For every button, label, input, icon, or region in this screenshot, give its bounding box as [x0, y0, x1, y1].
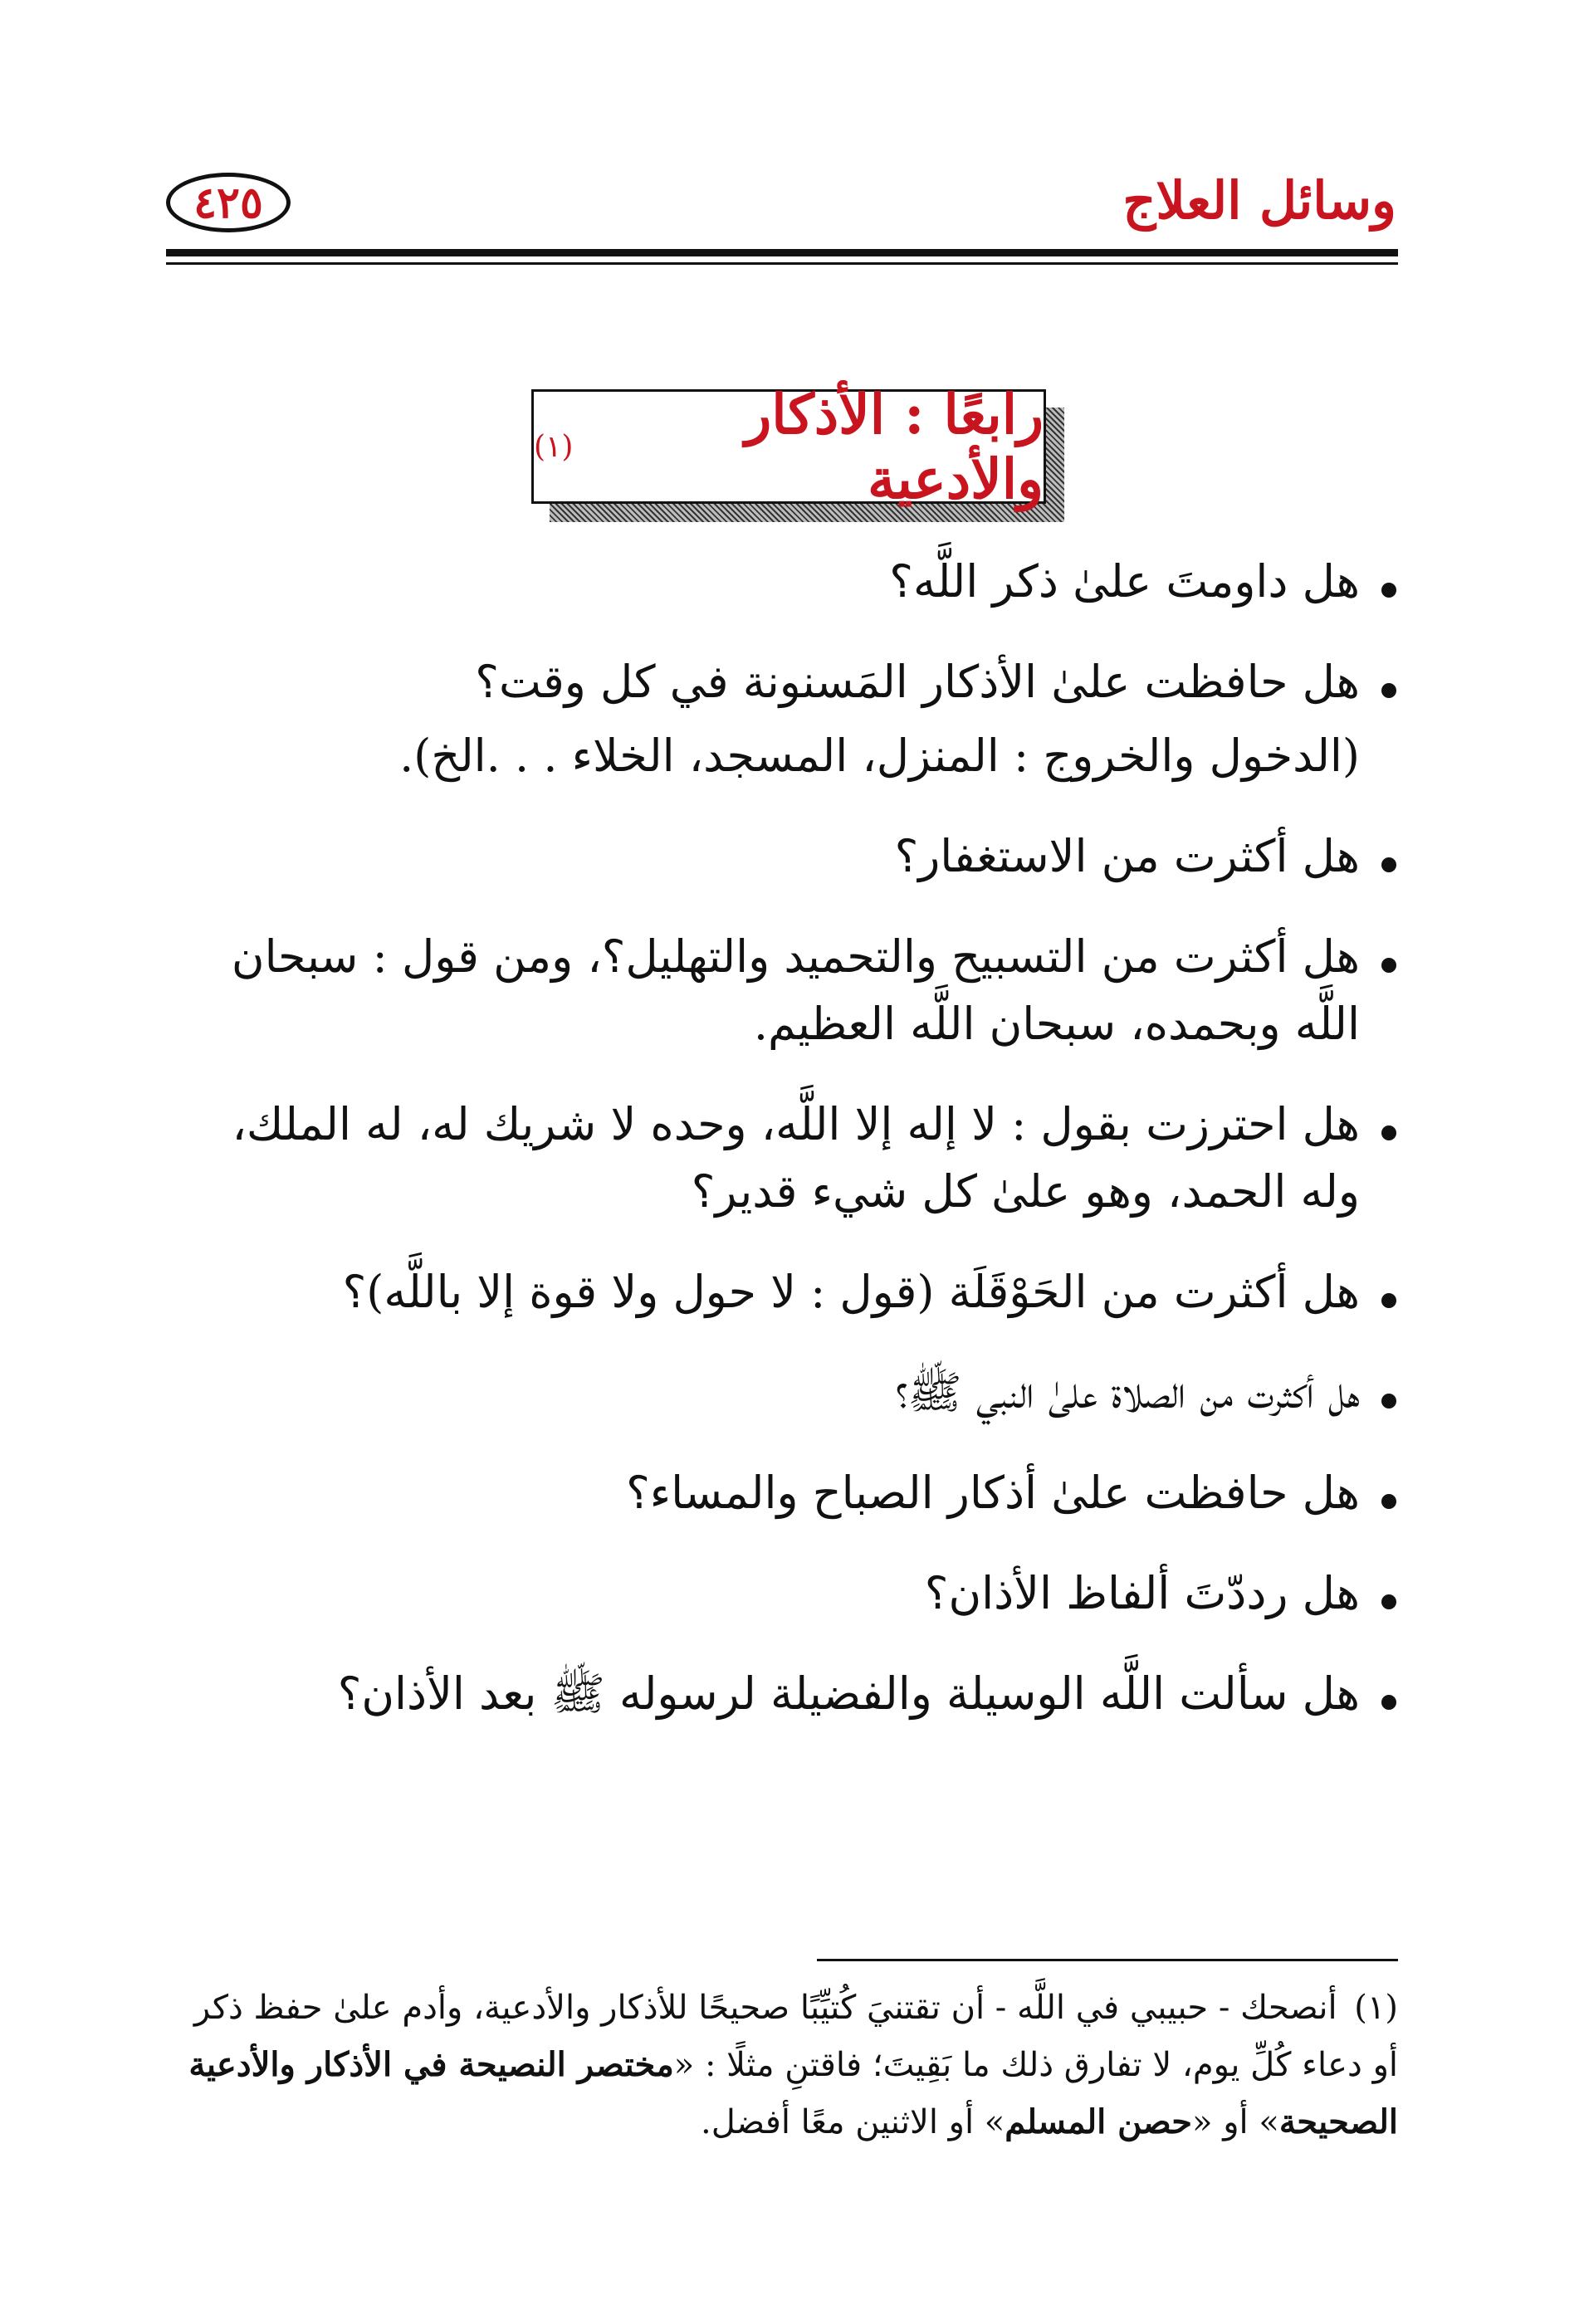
- header-rule-thin: [166, 262, 1398, 265]
- footnote-text: أنصحك - حبيبي في اللَّه - أن تقتنيَ كُتيِّبًا صحيحًا للأذكار والأدعية، وأدم علىٰ حفظ ذكر أو دعاء كُلِّ يوم، لا تفارق ذلك ما بَقِيتَ؛ فاقتنِ مثلًا : «: [193, 1989, 1398, 2084]
- footnote-separator: [817, 1959, 1398, 1961]
- running-header-title: وسائل العلاج: [1122, 170, 1396, 231]
- list-item: [168, 1560, 1396, 1627]
- bullet-icon: [1381, 958, 1396, 973]
- footnote-text: » أو الاثنين معًا أفضل.: [701, 2102, 1005, 2141]
- list-item-text: هل أكثرت من الاستغفار؟: [894, 830, 1360, 882]
- list-item: [168, 1359, 1396, 1426]
- questions-list: [168, 548, 1396, 1760]
- bullet-icon: [1381, 683, 1396, 698]
- footnote: [178, 1980, 1398, 2151]
- list-item: [168, 1258, 1396, 1326]
- list-item-text: هل أكثرت من الحَوْقَلَة (قول : لا حول ولا قوة إلا باللَّه)؟: [342, 1266, 1360, 1318]
- footnote-book-title: مختصر النصيحة في الأذكار والأدعية الصحيحة: [188, 2044, 1398, 2141]
- bullet-icon: [1381, 1695, 1396, 1710]
- header-rule-thick: [166, 249, 1398, 256]
- bullet-icon: [1381, 857, 1396, 872]
- list-item-text: هل أكثرت من الصلاة علىٰ النبي ﷺ؟: [895, 1366, 1360, 1418]
- list-item-text: هل حافظت علىٰ الأذكار المَسنونة في كل وقت؟: [475, 656, 1360, 708]
- list-item-content: [168, 648, 1360, 789]
- list-item-subtext: (الدخول والخروج : المنزل، المسجد، الخلاء . . .الخ).: [399, 730, 1360, 782]
- footnote-book-title: حصن المسلم: [1005, 2102, 1193, 2141]
- list-item: [168, 923, 1396, 1057]
- footnote-text: » أو «: [1192, 2102, 1279, 2141]
- list-item-text: هل سألت اللَّه الوسيلة والفضيلة لرسوله ﷺ بعد الأذان؟: [337, 1667, 1360, 1720]
- list-item: [168, 1459, 1396, 1526]
- bullet-icon: [1381, 1494, 1396, 1509]
- list-item-text: هل أكثرت من التسبيح والتحميد والتهليل؟، ومن قول : سبحان اللَّه وبحمده، سبحان اللَّه العظيم.: [231, 930, 1360, 1050]
- list-item-text: هل حافظت علىٰ أذكار الصباح والمساء؟: [626, 1467, 1360, 1519]
- list-item: [168, 1660, 1396, 1727]
- section-title: رابعًا : الأذكار والأدعية: [745, 382, 1044, 511]
- page-number-badge: [166, 173, 291, 232]
- bullet-icon: [1381, 583, 1396, 598]
- bullet-icon: [1381, 1125, 1396, 1140]
- page-number: ٤٢٥: [193, 177, 263, 228]
- section-title-box: [531, 382, 1046, 511]
- bullet-icon: [1381, 1394, 1396, 1409]
- list-item-text: هل احترزت بقول : لا إله إلا اللَّه، وحده لا شريك له، له الملك، وله الحمد، وهو علىٰ كل شيء قدير؟: [232, 1098, 1360, 1218]
- list-item-text: هل داومتَ علىٰ ذكر اللَّه؟: [889, 555, 1360, 608]
- bullet-icon: [1381, 1594, 1396, 1609]
- section-title-footnote-marker: (١): [534, 429, 574, 464]
- list-item-text: هل رددّتَ ألفاظ الأذان؟: [924, 1567, 1360, 1619]
- list-item: [168, 1091, 1396, 1225]
- bullet-icon: [1381, 1293, 1396, 1308]
- list-item: [168, 548, 1396, 615]
- list-item: [168, 648, 1396, 789]
- list-item: [168, 823, 1396, 890]
- footnote-number: (١): [1354, 1989, 1398, 2027]
